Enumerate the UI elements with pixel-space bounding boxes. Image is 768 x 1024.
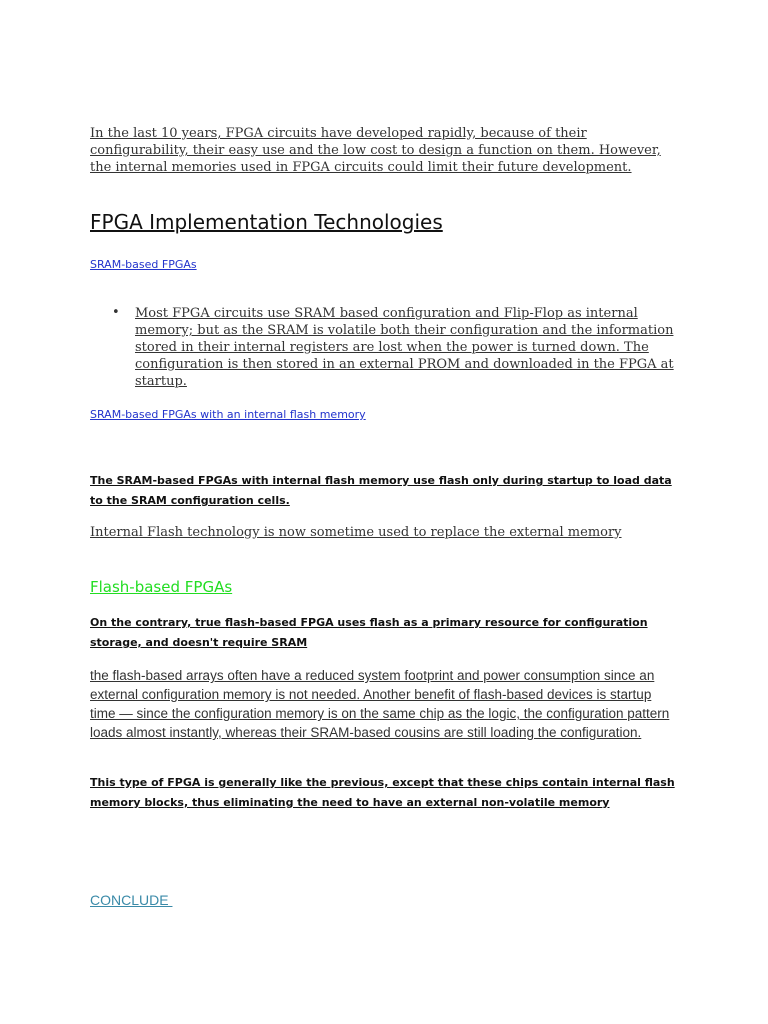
internal-flash-line: Internal Flash technology is now sometime used to replace the external memory [90, 525, 622, 540]
sram-flash-paragraph: The SRAM-based FPGAs with internal flash memory use flash only during startup to load data to the SRAM configuration cells. [90, 474, 672, 507]
sram-based-fpgas-link[interactable]: SRAM-based FPGAs [90, 258, 197, 271]
sram-flash-fpgas-link[interactable]: SRAM-based FPGAs with an internal flash memory [90, 408, 366, 421]
bullet-text: Most FPGA circuits use SRAM based configuration and Flip-Flop as internal memory; but as the SRAM is volatile both their configuration and the information stored in their internal registers are lost when the power is turned down. The configuration is then stored in an external PROM and downloaded in the FPGA at startup. [135, 306, 674, 389]
flash-paragraph-type: This type of FPGA is generally like the previous, except that these chips contain internal flash memory blocks, thus eliminating the need to have an external non-volatile memory [90, 776, 675, 809]
flash-paragraph-benefits: the flash-based arrays often have a reduced system footprint and power consumption since an external configuration memory is not needed. Another benefit of flash-based devices is startup time — since the configuration memory is on the same chip as the logic, the configuration pattern loads almost instantly, whereas their SRAM-based cousins are still loading the configuration. [90, 668, 670, 740]
intro-paragraph: In the last 10 years, FPGA circuits have developed rapidly, because of their configurability, their easy use and the low cost to design a function on them. However, the internal memories used in FPGA circuits could limit their future development. [90, 126, 661, 175]
bullet-marker: • [112, 305, 120, 320]
flash-based-heading: Flash-based FPGAs [90, 578, 233, 596]
page-title: FPGA Implementation Technologies [90, 210, 443, 234]
conclude-link[interactable]: CONCLUDE [90, 892, 173, 908]
flash-paragraph-contrary: On the contrary, true flash-based FPGA uses flash as a primary resource for configuration storage, and doesn't require SRAM [90, 616, 648, 649]
